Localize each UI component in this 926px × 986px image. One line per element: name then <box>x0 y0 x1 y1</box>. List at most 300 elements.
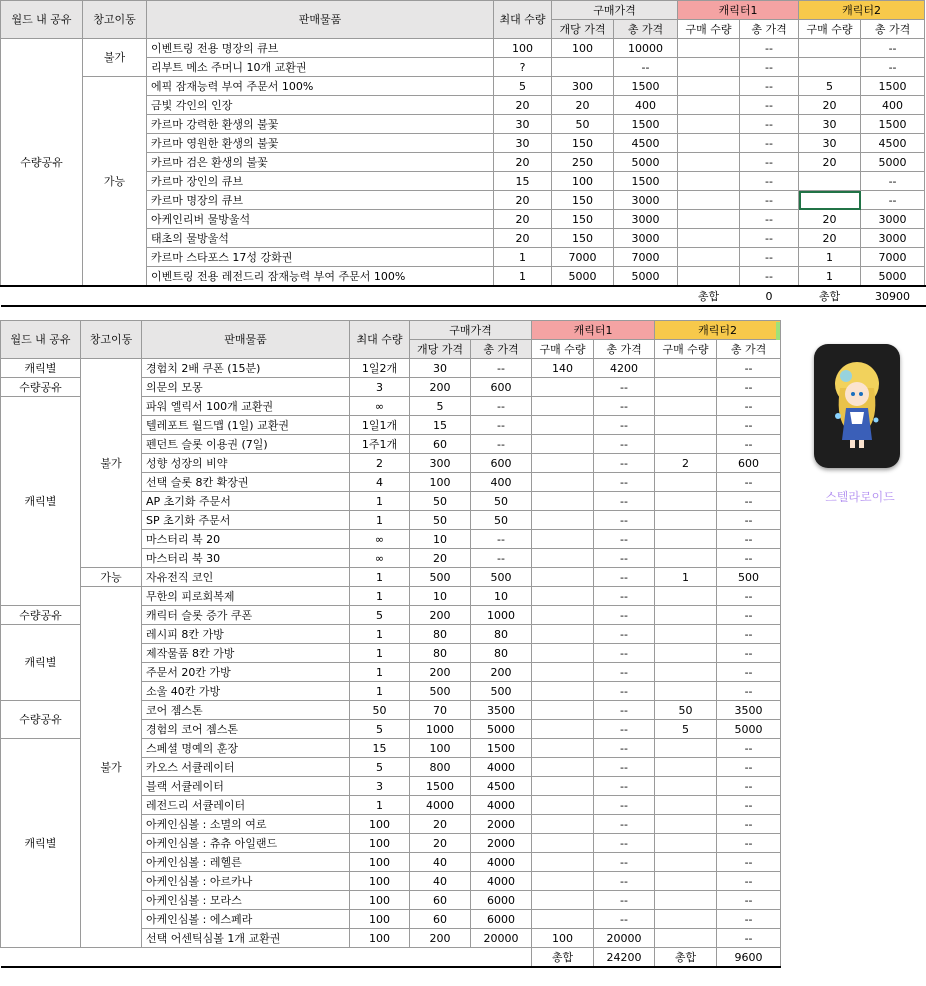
char1-qty-cell[interactable] <box>532 397 594 416</box>
char1-qty-cell[interactable] <box>532 644 594 663</box>
char1-qty-cell[interactable] <box>678 153 740 172</box>
char1-total-cell[interactable]: 4200 <box>594 359 655 378</box>
char1-total-cell[interactable]: -- <box>740 191 799 210</box>
item-name-cell[interactable]: 블랙 서큘레이터 <box>142 777 350 796</box>
unit-price-cell[interactable]: 1000 <box>410 720 471 739</box>
char2-qty-cell[interactable] <box>655 815 717 834</box>
max-qty-cell[interactable]: 1일2개 <box>350 359 410 378</box>
char1-total-cell[interactable]: -- <box>594 568 655 587</box>
char2-total-cell[interactable]: -- <box>717 853 781 872</box>
char1-total-cell[interactable]: -- <box>594 606 655 625</box>
header-buy-price[interactable]: 구매가격 <box>410 321 532 340</box>
unit-price-cell[interactable]: 4000 <box>410 796 471 815</box>
char2-total-cell[interactable]: -- <box>717 663 781 682</box>
max-qty-cell[interactable]: 5 <box>350 758 410 777</box>
char1-qty-cell[interactable] <box>532 511 594 530</box>
item-name-cell[interactable]: 레시피 8칸 가방 <box>142 625 350 644</box>
char2-total-cell[interactable]: -- <box>717 682 781 701</box>
char1-qty-cell[interactable] <box>532 378 594 397</box>
max-qty-cell[interactable]: 1일1개 <box>350 416 410 435</box>
char2-qty-cell[interactable] <box>655 739 717 758</box>
char1-qty-cell[interactable] <box>532 473 594 492</box>
max-qty-cell[interactable]: 100 <box>494 39 552 58</box>
max-qty-cell[interactable]: 15 <box>494 172 552 191</box>
char2-qty-cell[interactable] <box>655 644 717 663</box>
char1-total-cell[interactable]: -- <box>740 267 799 287</box>
item-name-cell[interactable]: AP 초기화 주문서 <box>142 492 350 511</box>
world-share-cell[interactable]: 캐릭별 <box>1 359 81 378</box>
item-name-cell[interactable]: 아케인심볼 : 츄츄 아일랜드 <box>142 834 350 853</box>
header-total-price[interactable]: 총 가격 <box>614 20 678 39</box>
char2-qty-cell[interactable] <box>655 910 717 929</box>
char2-total-cell[interactable]: -- <box>717 758 781 777</box>
char2-qty-cell[interactable] <box>655 530 717 549</box>
header-char1-qty[interactable]: 구매 수량 <box>532 340 594 359</box>
char2-qty-cell[interactable] <box>655 492 717 511</box>
char1-qty-cell[interactable] <box>678 58 740 77</box>
total-price-cell[interactable]: -- <box>471 549 532 568</box>
unit-price-cell[interactable]: 300 <box>552 77 614 96</box>
char2-qty-cell[interactable] <box>655 435 717 454</box>
total-price-cell[interactable]: 3000 <box>614 191 678 210</box>
item-name-cell[interactable]: 태초의 물방울석 <box>147 229 494 248</box>
char2-total-cell[interactable]: 500 <box>717 568 781 587</box>
char2-qty-cell[interactable] <box>655 416 717 435</box>
char1-total-cell[interactable]: -- <box>594 777 655 796</box>
total-price-cell[interactable]: 5000 <box>614 153 678 172</box>
world-share-cell[interactable]: 캐릭별 <box>1 397 81 606</box>
char1-total-cell[interactable]: -- <box>740 210 799 229</box>
sum-label-char1[interactable]: 총합 <box>532 948 594 968</box>
total-price-cell[interactable]: 2000 <box>471 834 532 853</box>
unit-price-cell[interactable]: 20 <box>410 549 471 568</box>
char2-qty-cell[interactable] <box>655 891 717 910</box>
char1-total-cell[interactable]: -- <box>740 229 799 248</box>
header-world-share[interactable]: 월드 내 공유 <box>1 1 83 39</box>
char2-qty-cell[interactable] <box>655 606 717 625</box>
char2-qty-cell[interactable]: 1 <box>799 267 861 287</box>
item-name-cell[interactable]: 경험의 코어 젬스톤 <box>142 720 350 739</box>
char1-total-cell[interactable]: -- <box>594 397 655 416</box>
char1-total-cell[interactable]: -- <box>594 663 655 682</box>
char1-qty-cell[interactable] <box>532 853 594 872</box>
char1-total-cell[interactable]: -- <box>740 134 799 153</box>
max-qty-cell[interactable]: 3 <box>350 777 410 796</box>
max-qty-cell[interactable]: 1 <box>350 663 410 682</box>
total-price-cell[interactable]: -- <box>471 359 532 378</box>
char1-qty-cell[interactable] <box>678 77 740 96</box>
total-price-cell[interactable]: 3500 <box>471 701 532 720</box>
max-qty-cell[interactable]: 1 <box>350 568 410 587</box>
char1-total-cell[interactable]: -- <box>594 473 655 492</box>
unit-price-cell[interactable]: 30 <box>410 359 471 378</box>
char1-qty-cell[interactable] <box>532 530 594 549</box>
header-char1-total[interactable]: 총 가격 <box>594 340 655 359</box>
unit-price-cell[interactable]: 70 <box>410 701 471 720</box>
header-item[interactable]: 판매물품 <box>147 1 494 39</box>
unit-price-cell[interactable]: 150 <box>552 191 614 210</box>
char1-qty-cell[interactable] <box>532 834 594 853</box>
char1-qty-cell[interactable] <box>532 416 594 435</box>
char1-total-cell[interactable]: -- <box>594 530 655 549</box>
storage-cell[interactable]: 가능 <box>83 77 147 287</box>
char1-qty-cell[interactable] <box>532 549 594 568</box>
total-price-cell[interactable]: -- <box>471 397 532 416</box>
unit-price-cell[interactable]: 10 <box>410 587 471 606</box>
char1-qty-cell[interactable] <box>532 587 594 606</box>
max-qty-cell[interactable]: 3 <box>350 378 410 397</box>
item-name-cell[interactable]: 카르마 강력한 환생의 불꽃 <box>147 115 494 134</box>
unit-price-cell[interactable]: 15 <box>410 416 471 435</box>
max-qty-cell[interactable]: ∞ <box>350 530 410 549</box>
header-char2-qty[interactable]: 구매 수량 <box>655 340 717 359</box>
char2-qty-cell[interactable] <box>655 625 717 644</box>
max-qty-cell[interactable]: 1 <box>494 248 552 267</box>
char2-qty-cell[interactable] <box>655 872 717 891</box>
world-share-cell[interactable]: 캐릭별 <box>1 625 81 701</box>
max-qty-cell[interactable]: 5 <box>350 720 410 739</box>
max-qty-cell[interactable]: ? <box>494 58 552 77</box>
item-name-cell[interactable]: 레전드리 서큘레이터 <box>142 796 350 815</box>
item-name-cell[interactable]: 무한의 피로회복제 <box>142 587 350 606</box>
max-qty-cell[interactable]: 100 <box>350 929 410 948</box>
unit-price-cell[interactable]: 200 <box>410 929 471 948</box>
unit-price-cell[interactable]: 60 <box>410 910 471 929</box>
char1-total-cell[interactable]: -- <box>594 511 655 530</box>
char1-qty-cell[interactable] <box>532 701 594 720</box>
item-name-cell[interactable]: 선택 슬롯 8칸 확장권 <box>142 473 350 492</box>
char2-qty-cell[interactable]: 1 <box>799 248 861 267</box>
unit-price-cell[interactable]: 20 <box>410 815 471 834</box>
char2-qty-cell[interactable] <box>799 58 861 77</box>
sum-label-char2[interactable]: 총합 <box>655 948 717 968</box>
unit-price-cell[interactable]: 150 <box>552 210 614 229</box>
item-name-cell[interactable]: 이벤트링 전용 레전드리 잠재능력 부여 주문서 100% <box>147 267 494 287</box>
max-qty-cell[interactable]: 1 <box>350 644 410 663</box>
storage-cell[interactable]: 불가 <box>81 359 142 568</box>
char2-qty-cell[interactable]: 30 <box>799 115 861 134</box>
char1-total-cell[interactable]: -- <box>594 910 655 929</box>
header-buy-price[interactable]: 구매가격 <box>552 1 678 20</box>
total-price-cell[interactable]: -- <box>471 530 532 549</box>
char1-total-cell[interactable]: -- <box>594 454 655 473</box>
char2-qty-cell[interactable] <box>655 549 717 568</box>
item-name-cell[interactable]: 파워 엘릭서 100개 교환권 <box>142 397 350 416</box>
unit-price-cell[interactable] <box>552 58 614 77</box>
total-price-cell[interactable]: 600 <box>471 454 532 473</box>
char2-total-cell[interactable]: -- <box>717 872 781 891</box>
char2-total-cell[interactable]: -- <box>717 777 781 796</box>
unit-price-cell[interactable]: 5 <box>410 397 471 416</box>
max-qty-cell[interactable]: 5 <box>350 606 410 625</box>
total-price-cell[interactable]: 4000 <box>471 853 532 872</box>
total-price-cell[interactable]: 50 <box>471 492 532 511</box>
unit-price-cell[interactable]: 500 <box>410 682 471 701</box>
char1-total-cell[interactable]: -- <box>594 891 655 910</box>
char1-qty-cell[interactable] <box>678 210 740 229</box>
item-name-cell[interactable]: 주문서 20칸 가방 <box>142 663 350 682</box>
char2-total-cell[interactable]: -- <box>717 739 781 758</box>
item-name-cell[interactable]: 카르마 장인의 큐브 <box>147 172 494 191</box>
total-price-cell[interactable]: -- <box>471 416 532 435</box>
item-name-cell[interactable]: 금빛 각인의 인장 <box>147 96 494 115</box>
char2-qty-cell[interactable] <box>655 777 717 796</box>
unit-price-cell[interactable]: 20 <box>552 96 614 115</box>
max-qty-cell[interactable]: 1 <box>350 587 410 606</box>
char1-total-cell[interactable]: -- <box>740 96 799 115</box>
total-price-cell[interactable]: 4500 <box>614 134 678 153</box>
char1-qty-cell[interactable] <box>532 796 594 815</box>
unit-price-cell[interactable]: 50 <box>552 115 614 134</box>
char2-qty-cell[interactable]: 20 <box>799 229 861 248</box>
char2-qty-cell[interactable] <box>655 929 717 948</box>
unit-price-cell[interactable]: 200 <box>410 606 471 625</box>
item-name-cell[interactable]: 제작물품 8칸 가방 <box>142 644 350 663</box>
item-name-cell[interactable]: 카르마 명장의 큐브 <box>147 191 494 210</box>
char1-qty-cell[interactable] <box>532 492 594 511</box>
char1-total-cell[interactable]: -- <box>594 872 655 891</box>
char2-total-cell[interactable]: 5000 <box>861 267 925 287</box>
char1-total-cell[interactable]: -- <box>594 435 655 454</box>
char2-qty-cell[interactable]: 30 <box>799 134 861 153</box>
total-price-cell[interactable]: 10000 <box>614 39 678 58</box>
char2-total-cell[interactable]: -- <box>717 473 781 492</box>
unit-price-cell[interactable]: 20 <box>410 834 471 853</box>
char2-total-cell[interactable]: -- <box>717 910 781 929</box>
char1-total-cell[interactable]: -- <box>594 815 655 834</box>
unit-price-cell[interactable]: 5000 <box>552 267 614 287</box>
storage-cell[interactable]: 가능 <box>81 568 142 587</box>
char2-qty-cell[interactable]: 5 <box>799 77 861 96</box>
header-char1-total[interactable]: 총 가격 <box>740 20 799 39</box>
char2-qty-cell[interactable] <box>655 834 717 853</box>
char1-total-cell[interactable]: -- <box>740 115 799 134</box>
header-char1[interactable]: 캐릭터1 <box>532 321 655 340</box>
char2-total-cell[interactable]: -- <box>717 511 781 530</box>
total-price-cell[interactable]: 80 <box>471 644 532 663</box>
total-price-cell[interactable]: 2000 <box>471 815 532 834</box>
char2-qty-cell[interactable] <box>655 758 717 777</box>
char1-qty-cell[interactable] <box>532 663 594 682</box>
unit-price-cell[interactable]: 150 <box>552 134 614 153</box>
world-share-cell[interactable]: 수량공유 <box>1 606 81 625</box>
sum-label-char2[interactable]: 총합 <box>799 286 861 306</box>
char2-total-cell[interactable]: -- <box>717 796 781 815</box>
unit-price-cell[interactable]: 100 <box>552 172 614 191</box>
total-price-cell[interactable]: 3000 <box>614 229 678 248</box>
header-char2-total[interactable]: 총 가격 <box>717 340 781 359</box>
char2-total-cell[interactable]: -- <box>861 172 925 191</box>
max-qty-cell[interactable]: 100 <box>350 853 410 872</box>
item-name-cell[interactable]: 의문의 모몽 <box>142 378 350 397</box>
char2-total-cell[interactable]: -- <box>717 492 781 511</box>
header-item[interactable]: 판매물품 <box>142 321 350 359</box>
char1-qty-cell[interactable] <box>532 777 594 796</box>
char2-total-cell[interactable]: 400 <box>861 96 925 115</box>
char2-qty-cell[interactable] <box>655 663 717 682</box>
item-name-cell[interactable]: 선택 어센틱심볼 1개 교환권 <box>142 929 350 948</box>
char1-total-cell[interactable]: -- <box>594 378 655 397</box>
unit-price-cell[interactable]: 60 <box>410 435 471 454</box>
char1-total-cell[interactable]: -- <box>594 720 655 739</box>
header-char2-total[interactable]: 총 가격 <box>861 20 925 39</box>
unit-price-cell[interactable]: 80 <box>410 625 471 644</box>
char1-total-cell[interactable]: -- <box>594 416 655 435</box>
total-price-cell[interactable]: 80 <box>471 625 532 644</box>
sum-char2[interactable]: 30900 <box>861 286 925 306</box>
char1-total-cell[interactable]: -- <box>740 248 799 267</box>
char2-total-cell[interactable]: -- <box>717 359 781 378</box>
unit-price-cell[interactable]: 100 <box>410 473 471 492</box>
char2-qty-cell[interactable] <box>799 39 861 58</box>
char2-total-cell[interactable]: -- <box>861 191 925 210</box>
item-name-cell[interactable]: 마스터리 북 30 <box>142 549 350 568</box>
char1-total-cell[interactable]: -- <box>594 682 655 701</box>
total-price-cell[interactable]: 6000 <box>471 910 532 929</box>
char1-qty-cell[interactable] <box>532 568 594 587</box>
char2-total-cell[interactable]: -- <box>717 416 781 435</box>
char1-qty-cell[interactable] <box>532 891 594 910</box>
max-qty-cell[interactable]: 100 <box>350 891 410 910</box>
char2-qty-cell[interactable] <box>655 511 717 530</box>
max-qty-cell[interactable]: 20 <box>494 210 552 229</box>
item-name-cell[interactable]: 카오스 서큘레이터 <box>142 758 350 777</box>
char2-total-cell[interactable]: -- <box>717 587 781 606</box>
char1-qty-cell[interactable] <box>532 872 594 891</box>
item-name-cell[interactable]: 소울 40칸 가방 <box>142 682 350 701</box>
max-qty-cell[interactable]: 1 <box>350 492 410 511</box>
char2-qty-cell[interactable]: 20 <box>799 210 861 229</box>
char2-total-cell[interactable]: -- <box>717 435 781 454</box>
item-name-cell[interactable]: 자유전직 코인 <box>142 568 350 587</box>
max-qty-cell[interactable]: 20 <box>494 229 552 248</box>
max-qty-cell[interactable]: 4 <box>350 473 410 492</box>
total-price-cell[interactable]: -- <box>471 435 532 454</box>
total-price-cell[interactable]: 1500 <box>614 77 678 96</box>
item-name-cell[interactable]: 경험치 2배 쿠폰 (15분) <box>142 359 350 378</box>
item-name-cell[interactable]: SP 초기화 주문서 <box>142 511 350 530</box>
total-price-cell[interactable]: 1000 <box>471 606 532 625</box>
item-name-cell[interactable]: 카르마 검은 환생의 불꽃 <box>147 153 494 172</box>
char1-total-cell[interactable]: -- <box>740 172 799 191</box>
char2-total-cell[interactable]: 3000 <box>861 229 925 248</box>
unit-price-cell[interactable]: 40 <box>410 853 471 872</box>
char2-total-cell[interactable]: -- <box>717 397 781 416</box>
header-unit-price[interactable]: 개당 가격 <box>410 340 471 359</box>
unit-price-cell[interactable]: 200 <box>410 378 471 397</box>
char1-total-cell[interactable]: 20000 <box>594 929 655 948</box>
char2-total-cell[interactable]: 5000 <box>717 720 781 739</box>
unit-price-cell[interactable]: 250 <box>552 153 614 172</box>
char2-total-cell[interactable]: 4500 <box>861 134 925 153</box>
char1-total-cell[interactable]: -- <box>594 492 655 511</box>
total-price-cell[interactable]: 200 <box>471 663 532 682</box>
char1-qty-cell[interactable] <box>678 229 740 248</box>
item-name-cell[interactable]: 마스터리 북 20 <box>142 530 350 549</box>
max-qty-cell[interactable]: 100 <box>350 872 410 891</box>
char2-qty-cell[interactable] <box>799 172 861 191</box>
total-price-cell[interactable]: 3000 <box>614 210 678 229</box>
max-qty-cell[interactable]: 100 <box>350 910 410 929</box>
unit-price-cell[interactable]: 50 <box>410 492 471 511</box>
item-name-cell[interactable]: 이벤트링 전용 명장의 큐브 <box>147 39 494 58</box>
char1-total-cell[interactable]: -- <box>594 701 655 720</box>
total-price-cell[interactable]: 6000 <box>471 891 532 910</box>
char1-total-cell[interactable]: -- <box>594 853 655 872</box>
unit-price-cell[interactable]: 100 <box>552 39 614 58</box>
char1-total-cell[interactable]: -- <box>594 587 655 606</box>
unit-price-cell[interactable]: 50 <box>410 511 471 530</box>
char2-qty-cell[interactable] <box>799 191 861 210</box>
world-share-cell[interactable]: 수량공유 <box>1 701 81 739</box>
char1-total-cell[interactable]: -- <box>594 834 655 853</box>
char2-qty-cell[interactable] <box>655 587 717 606</box>
char1-total-cell[interactable]: -- <box>594 758 655 777</box>
char2-total-cell[interactable]: 5000 <box>861 153 925 172</box>
char1-qty-cell[interactable] <box>678 96 740 115</box>
char1-qty-cell[interactable] <box>532 739 594 758</box>
char1-total-cell[interactable]: -- <box>594 739 655 758</box>
unit-price-cell[interactable]: 800 <box>410 758 471 777</box>
item-name-cell[interactable]: 아케인심볼 : 모라스 <box>142 891 350 910</box>
max-qty-cell[interactable]: 100 <box>350 815 410 834</box>
max-qty-cell[interactable]: 20 <box>494 96 552 115</box>
char1-total-cell[interactable]: -- <box>740 58 799 77</box>
item-name-cell[interactable]: 코어 젬스톤 <box>142 701 350 720</box>
char2-qty-cell[interactable]: 5 <box>655 720 717 739</box>
unit-price-cell[interactable]: 200 <box>410 663 471 682</box>
char2-total-cell[interactable]: -- <box>717 606 781 625</box>
unit-price-cell[interactable]: 100 <box>410 739 471 758</box>
char1-qty-cell[interactable] <box>532 815 594 834</box>
char2-total-cell[interactable]: -- <box>717 378 781 397</box>
char1-total-cell[interactable]: -- <box>740 153 799 172</box>
char2-qty-cell[interactable] <box>655 397 717 416</box>
max-qty-cell[interactable]: 1 <box>350 682 410 701</box>
char1-qty-cell[interactable]: 100 <box>532 929 594 948</box>
char1-qty-cell[interactable] <box>678 191 740 210</box>
total-price-cell[interactable]: 5000 <box>614 267 678 287</box>
total-price-cell[interactable]: 1500 <box>614 115 678 134</box>
char2-total-cell[interactable]: 1500 <box>861 77 925 96</box>
char2-total-cell[interactable]: 3500 <box>717 701 781 720</box>
total-price-cell[interactable]: 10 <box>471 587 532 606</box>
max-qty-cell[interactable]: 5 <box>494 77 552 96</box>
total-price-cell[interactable]: 5000 <box>471 720 532 739</box>
item-name-cell[interactable]: 성향 성장의 비약 <box>142 454 350 473</box>
header-max-qty[interactable]: 최대 수량 <box>350 321 410 359</box>
total-price-cell[interactable]: 600 <box>471 378 532 397</box>
max-qty-cell[interactable]: 1 <box>350 796 410 815</box>
char2-qty-cell[interactable] <box>655 853 717 872</box>
item-name-cell[interactable]: 카르마 스타포스 17성 강화권 <box>147 248 494 267</box>
max-qty-cell[interactable]: 30 <box>494 134 552 153</box>
header-world-share[interactable]: 월드 내 공유 <box>1 321 81 359</box>
header-storage[interactable]: 창고이동 <box>83 1 147 39</box>
max-qty-cell[interactable]: 30 <box>494 115 552 134</box>
total-price-cell[interactable]: 4000 <box>471 758 532 777</box>
header-storage[interactable]: 창고이동 <box>81 321 142 359</box>
max-qty-cell[interactable]: 100 <box>350 834 410 853</box>
header-char2[interactable]: 캐릭터2 <box>655 321 781 340</box>
total-price-cell[interactable]: 500 <box>471 682 532 701</box>
total-price-cell[interactable]: 1500 <box>471 739 532 758</box>
total-price-cell[interactable]: -- <box>614 58 678 77</box>
char2-total-cell[interactable]: -- <box>861 39 925 58</box>
total-price-cell[interactable]: 50 <box>471 511 532 530</box>
header-unit-price[interactable]: 개당 가격 <box>552 20 614 39</box>
char1-qty-cell[interactable] <box>678 134 740 153</box>
